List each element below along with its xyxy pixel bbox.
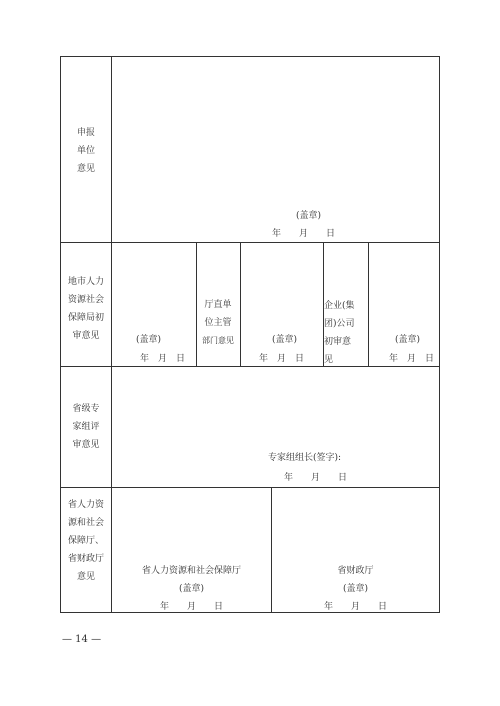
row-divider-2 bbox=[60, 366, 440, 367]
row4-label-line: 省人力资 bbox=[67, 500, 104, 510]
row2-label-line: 地市人力 bbox=[67, 277, 104, 287]
table-bottom-border bbox=[60, 612, 440, 613]
row1-label-line: 意见 bbox=[76, 164, 95, 174]
row2-divider-d bbox=[368, 242, 369, 366]
row2-cell2-line: 厅直单 bbox=[204, 300, 232, 310]
row1-label bbox=[62, 124, 110, 178]
row3-label-line: 省级专 bbox=[72, 404, 100, 414]
row3-label-line: 家组评 bbox=[72, 422, 100, 432]
row-divider-1 bbox=[60, 242, 440, 243]
finance-dept-date: 年 月 日 bbox=[323, 602, 387, 612]
row2-cell2-label bbox=[197, 296, 239, 350]
row3-date: 年 月 日 bbox=[284, 473, 348, 483]
row2-cell4-label bbox=[324, 297, 368, 369]
row4-label bbox=[60, 496, 112, 586]
page-number: — 14 — bbox=[62, 634, 102, 645]
row2-cell3-seal: (盖章) bbox=[272, 335, 298, 345]
row4-label-line: 省财政厅 bbox=[67, 554, 104, 564]
row2-cell3-date: 年 月 日 bbox=[259, 354, 305, 364]
row1-label-line: 单位 bbox=[76, 146, 95, 156]
table-right-border bbox=[439, 56, 440, 613]
row2-label-line: 资源社会 bbox=[67, 295, 104, 305]
row2-cell4-line: 初审意 bbox=[324, 337, 352, 347]
row2-cell4-line: 团)公司 bbox=[324, 319, 355, 329]
hrss-dept-date: 年 月 日 bbox=[159, 602, 223, 612]
row1-label-line: 申报 bbox=[76, 128, 95, 138]
row2-label-line: 保障局初 bbox=[67, 313, 104, 323]
row3-label bbox=[62, 400, 110, 454]
row-divider-3 bbox=[60, 487, 440, 488]
row2-cell5-seal: (盖章) bbox=[395, 335, 421, 345]
row4-label-line: 保障厅、 bbox=[67, 536, 104, 546]
expert-signature-label: 专家组组长(签字): bbox=[268, 453, 342, 463]
hrss-dept-title: 省人力资源和社会保障厅 bbox=[141, 566, 241, 576]
hrss-dept-seal: (盖章) bbox=[178, 584, 205, 594]
table-top-border bbox=[60, 56, 440, 57]
row4-label-line: 意见 bbox=[76, 572, 95, 582]
row2-cell4-line: 企业(集 bbox=[324, 301, 355, 311]
row2-cell2-line: 位主管 bbox=[204, 318, 232, 328]
row2-cell1-date: 年 月 日 bbox=[140, 354, 186, 364]
row4-label-line: 源和社会 bbox=[67, 518, 104, 528]
row2-label bbox=[62, 273, 110, 345]
row2-cell2-line: 部门意见 bbox=[202, 336, 234, 345]
row1-seal: (盖章) bbox=[296, 211, 322, 221]
row2-cell4-line: 见 bbox=[324, 355, 334, 365]
finance-dept-seal: (盖章) bbox=[342, 584, 369, 594]
row2-divider-b bbox=[240, 242, 241, 366]
row3-label-line: 审意见 bbox=[72, 440, 100, 450]
row1-date: 年 月 日 bbox=[272, 229, 336, 239]
row2-cell1-seal: (盖章) bbox=[136, 335, 162, 345]
finance-dept-title: 省财政厅 bbox=[337, 566, 374, 576]
row2-label-line: 审意见 bbox=[72, 331, 100, 341]
row2-cell5-date: 年 月 日 bbox=[389, 354, 435, 364]
